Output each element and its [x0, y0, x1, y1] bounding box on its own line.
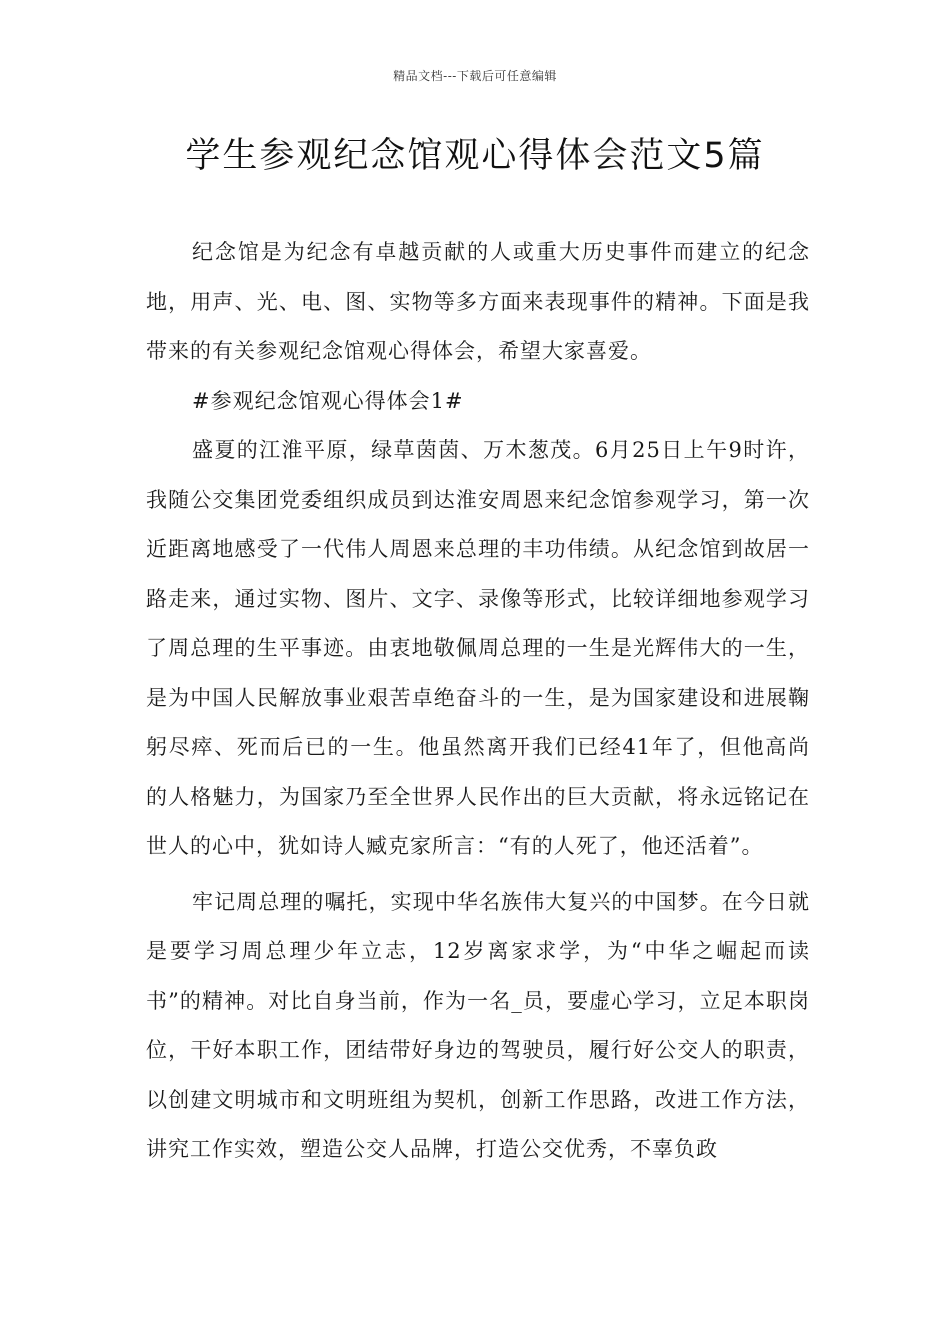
- document-body: [146, 228, 810, 1175]
- paragraph-intro: 纪念馆是为纪念有卓越贡献的人或重大历史事件而建立的纪念地，用声、光、电、图、实物等多方面来表现事件的精神。下面是我带来的有关参观纪念馆观心得体会，希望大家喜爱。: [146, 240, 810, 363]
- paragraph-1: 盛夏的江淮平原，绿草茵茵、万木葱茂。6月25日上午9时许，我随公交集团党委组织成员到达淮安周恩来纪念馆参观学习，第一次近距离地感受了一代伟人周恩来总理的丰功伟绩。从纪念馆到故居一路走来，通过实物、图片、文字、录像等形式，比较详细地参观学习了周总理的生平事迹。由衷地敬佩周总理的一生是光辉伟大的一生，是为中国人民解放事业艰苦卓绝奋斗的一生，是为国家建设和进展鞠躬尽瘁、死而后已的一生。他虽然离开我们已经41年了，但他高尚的人格魅力，为国家乃至全世界人民作出的巨大贡献，将永远铭记在世人的心中，犹如诗人臧克家所言：“有的人死了，他还活着”。: [146, 438, 810, 858]
- paragraph-2: 牢记周总理的嘱托，实现中华名族伟大复兴的中国梦。在今日就是要学习周总理少年立志，12岁离家求学，为“中华之崛起而读书”的精神。对比自身当前，作为一名_员，要虚心学习，立足本职岗位，干好本职工作，团结带好身边的驾驶员，履行好公交人的职责，以创建文明城市和文明班组为契机，创新工作思路，改进工作方法，讲究工作实效，塑造公交人品牌，打造公交优秀，不辜负政: [146, 889, 810, 1161]
- section-heading: #参观纪念馆观心得体会1#: [192, 388, 464, 413]
- page-title: 学生参观纪念馆观心得体会范文5篇: [185, 136, 765, 176]
- header-note: 精品文档---下载后可任意编辑: [393, 69, 557, 83]
